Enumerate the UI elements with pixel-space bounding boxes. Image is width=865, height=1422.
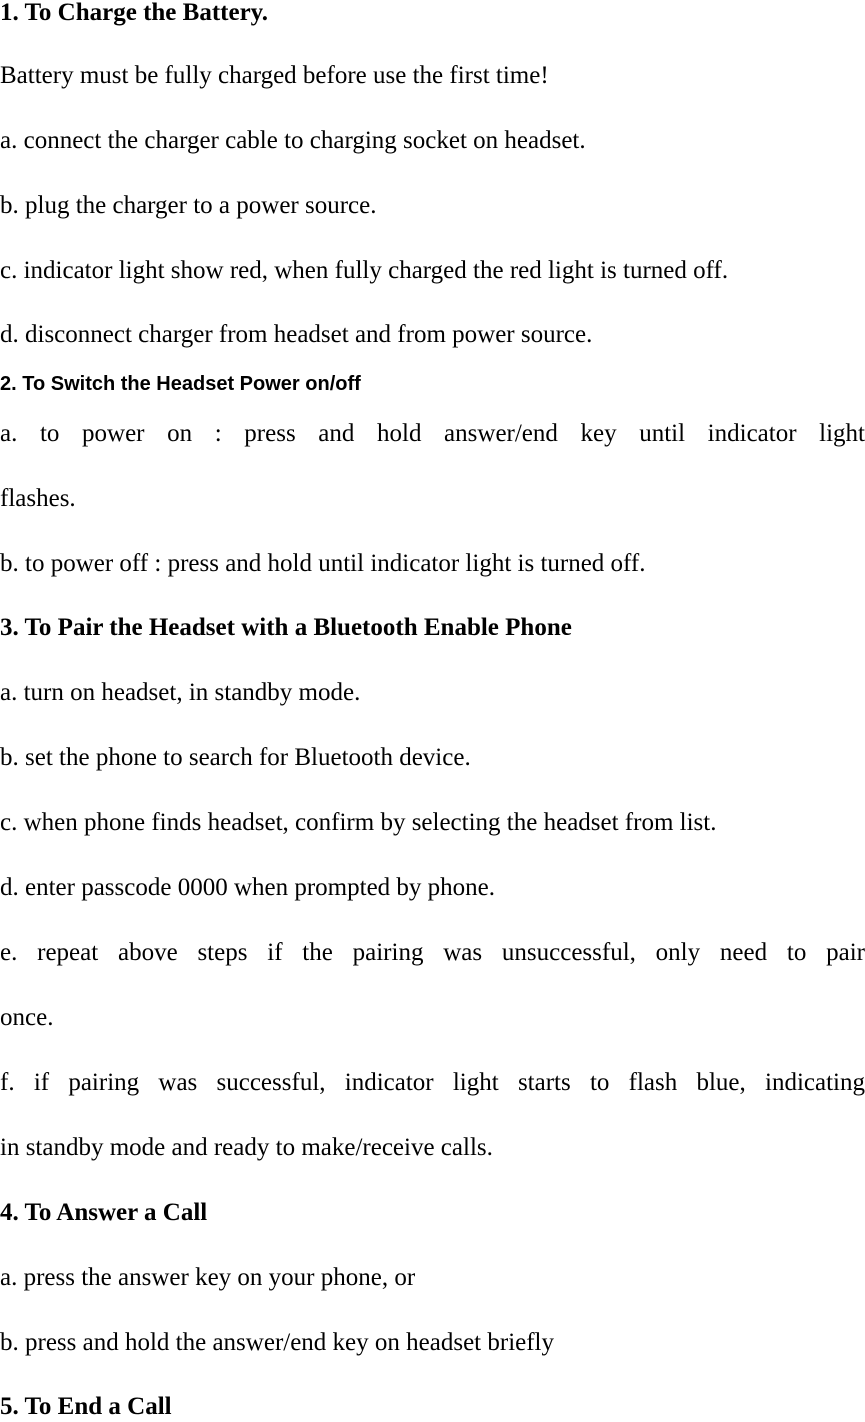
section-3-item-e: e. repeat above steps if the pairing was unsuccessful, only need to pair [0,939,865,966]
section-1-item-b: b. plug the charger to a power source. [0,192,377,219]
section-4-item-b: b. press and hold the answer/end key on headset briefly [0,1329,555,1356]
section-2-item-a: a. to power on : press and hold answer/end key until indicator light [0,420,865,447]
section-3-item-b: b. set the phone to search for Bluetooth device. [0,744,471,771]
section-3-item-e-continued: once. [0,1004,54,1031]
section-3-item-d: d. enter passcode 0000 when prompted by phone. [0,874,496,901]
section-1-item-d: d. disconnect charger from headset and from power source. [0,321,593,348]
section-3-item-f: f. if pairing was successful, indicator light starts to flash blue, indicating [0,1069,865,1096]
section-3-item-c: c. when phone finds headset, confirm by selecting the headset from list. [0,809,717,836]
section-2-item-a-continued: flashes. [0,485,76,512]
section-1-intro: Battery must be fully charged before use the first time! [0,62,549,89]
section-3-item-f-continued: in standby mode and ready to make/receive calls. [0,1134,493,1161]
section-3-heading: 3. To Pair the Headset with a Bluetooth Enable Phone [0,614,572,641]
section-2-item-b: b. to power off : press and hold until indicator light is turned off. [0,550,646,577]
section-3-item-a: a. turn on headset, in standby mode. [0,679,361,706]
section-1-item-c: c. indicator light show red, when fully charged the red light is turned off. [0,257,729,284]
section-4-heading: 4. To Answer a Call [0,1199,208,1226]
section-1-heading: 1. To Charge the Battery. [0,0,269,26]
section-4-item-a: a. press the answer key on your phone, or [0,1264,416,1291]
section-5-heading: 5. To End a Call [0,1393,172,1420]
section-2-heading: 2. To Switch the Headset Power on/off [0,373,361,395]
section-1-item-a: a. connect the charger cable to charging socket on headset. [0,127,586,154]
